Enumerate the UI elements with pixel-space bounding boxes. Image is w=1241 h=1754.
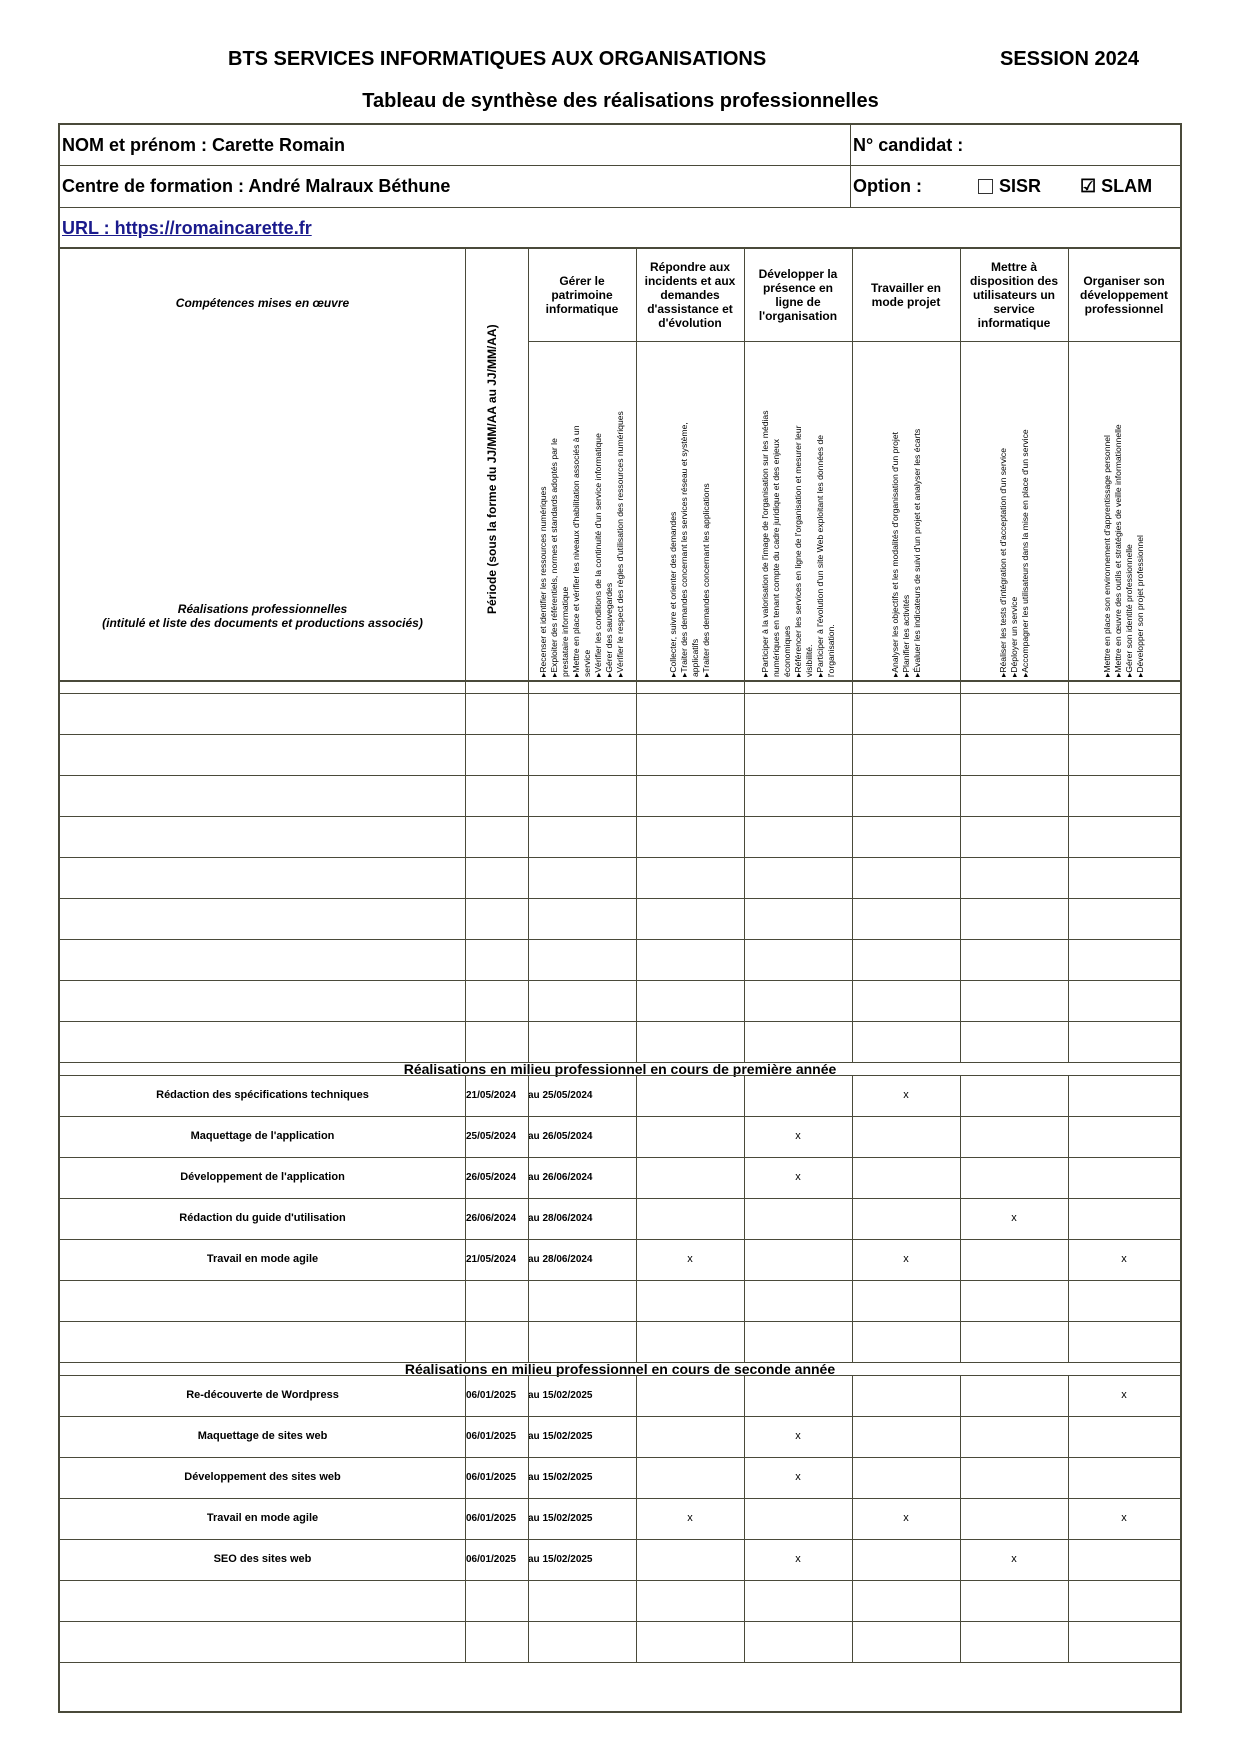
competence-items <box>538 411 626 677</box>
period-start: 06/01/2025 <box>466 1471 517 1483</box>
competence-item: ▸Accompagner les utilisateurs dans la mise en place d'un service <box>1019 429 1030 677</box>
competence-item: ▸Traiter des demandes concernant les services réseau et système, <box>679 422 689 677</box>
realisation-label: Travail en mode agile <box>206 1252 319 1265</box>
candidate-name: NOM et prénom : Carette Romain <box>62 135 346 155</box>
realisations-heading: Réalisations professionnelles (intitulé et liste des documents et productions associés) <box>102 602 423 630</box>
competence-item: ▸Collecter, suivre et orienter des demandes <box>668 511 678 677</box>
period-start: 25/05/2024 <box>466 1130 517 1142</box>
period-end: au 28/06/2024 <box>528 1212 593 1224</box>
competence-mark: x <box>903 1088 909 1101</box>
competence-items <box>668 422 712 677</box>
competence-item: visibilité. <box>803 644 814 677</box>
period-start: 06/01/2025 <box>466 1553 517 1565</box>
competence-mark: x <box>795 1170 801 1183</box>
competence-mark: x <box>1121 1388 1127 1401</box>
competence-heading: Répondre aux incidents et aux demandes d'assistance et d'évolution <box>644 260 736 330</box>
period-start: 06/01/2025 <box>466 1430 517 1442</box>
period-start: 06/01/2025 <box>466 1389 517 1401</box>
document-subtitle: Tableau de synthèse des réalisations professionnelles <box>362 90 879 112</box>
competence-item: ▸Analyser les objectifs et les modalités d'organisation d'un projet <box>889 431 900 677</box>
realisation-label: SEO des sites web <box>213 1552 312 1565</box>
option-label: Option : <box>853 176 922 196</box>
competence-item: ▸Participer à l'évolution d'un site Web exploitant les données de <box>814 434 825 677</box>
candidate-number-label: N° candidat : <box>853 135 964 155</box>
competence-item: ▸Évaluer les indicateurs de suivi d'un projet et analyser les écarts <box>911 428 922 677</box>
realisation-label: Rédaction des spécifications techniques <box>156 1088 369 1101</box>
realisation-label: Développement de l'application <box>180 1170 345 1183</box>
competence-items <box>890 429 923 677</box>
period-end: au 26/06/2024 <box>528 1171 593 1183</box>
competence-mark: x <box>795 1429 801 1442</box>
competence-mark: x <box>687 1511 693 1524</box>
competence-heading: Organiser son développement professionnel <box>1079 274 1169 316</box>
competences-heading: Compétences mises en œuvre <box>175 296 350 310</box>
competence-item: ▸Vérifier les conditions de la continuité d'un service informatique <box>593 433 603 677</box>
competence-item: ▸Participer à la valorisation de l'image de l'organisation sur les médias <box>759 410 770 677</box>
competence-item: ▸Déployer un service <box>1008 596 1019 677</box>
competence-heading: Développer la présence en ligne de l'organisation <box>758 267 838 323</box>
realisation-label: Maquettage de sites web <box>197 1429 328 1442</box>
document-title: BTS SERVICES INFORMATIQUES AUX ORGANISATIONS <box>228 48 767 70</box>
competence-mark: x <box>903 1511 909 1524</box>
period-start: 21/05/2024 <box>466 1089 517 1101</box>
period-end: au 15/02/2025 <box>528 1553 593 1565</box>
competence-item: numériques en tenant compte du cadre juridique et des enjeux <box>770 439 781 677</box>
synthesis-table <box>58 123 1182 1713</box>
period-start: 06/01/2025 <box>466 1512 517 1524</box>
competence-item: ▸Vérifier le respect des règles d'utilisation des ressources numériques <box>615 411 625 677</box>
competence-heading: Travailler en mode projet <box>870 281 942 309</box>
period-start: 26/05/2024 <box>466 1171 517 1183</box>
competence-items <box>760 411 837 678</box>
realisation-label: Maquettage de l'application <box>190 1129 335 1142</box>
period-end: au 15/02/2025 <box>528 1512 593 1524</box>
period-end: au 15/02/2025 <box>528 1471 593 1483</box>
competence-item: ▸Référencer les services en ligne de l'organisation et mesurer leur <box>792 425 803 677</box>
period-end: au 15/02/2025 <box>528 1430 593 1442</box>
realisation-label: Travail en mode agile <box>206 1511 319 1524</box>
competence-item: l'organisation. <box>825 624 836 677</box>
competence-items <box>998 429 1031 677</box>
competence-item: ▸Recenser et identifier les ressources numériques <box>538 486 548 677</box>
competence-mark: x <box>1011 1211 1017 1224</box>
table-header <box>60 249 1180 680</box>
period-end: au 15/02/2025 <box>528 1389 593 1401</box>
realisation-label: Développement des sites web <box>184 1470 341 1483</box>
competence-heading: Gérer le patrimoine informatique <box>545 274 619 316</box>
competence-item: ▸Mettre en place son environnement d'apprentissage personnel <box>1102 435 1112 677</box>
period-heading: Période (sous la forme du JJ/MM/AA au JJ/MM/AA) <box>485 324 499 614</box>
competence-item: ▸Planifier les activités <box>900 594 911 677</box>
option-slam[interactable]: ☑ SLAM <box>1080 176 1153 196</box>
period-end: au 25/05/2024 <box>528 1089 593 1101</box>
section-title: Réalisations en milieu professionnel en cours de seconde année <box>404 1361 836 1377</box>
competence-items <box>1102 424 1146 677</box>
training-centre: Centre de formation : André Malraux Béthune <box>62 176 451 196</box>
period-end: au 28/06/2024 <box>528 1253 593 1265</box>
checkbox-unchecked-icon <box>978 179 993 194</box>
period-start: 26/06/2024 <box>466 1212 517 1224</box>
competence-item: service <box>582 649 592 677</box>
competence-item: ▸Mettre en œuvre des outils et stratégies de veille informationnelle <box>1113 424 1123 677</box>
competence-mark: x <box>795 1129 801 1142</box>
competence-item: ▸Mettre en place et vérifier les niveaux d'habilitation associés à un <box>571 425 581 677</box>
period-start: 21/05/2024 <box>466 1253 517 1265</box>
portfolio-link[interactable]: URL : https://romaincarette.fr <box>62 218 312 238</box>
realisation-label: Re-découverte de Wordpress <box>186 1388 339 1401</box>
option-sisr[interactable]: SISR <box>978 176 1041 197</box>
competence-mark: x <box>687 1252 693 1265</box>
competence-item: ▸Gérer des sauvegardes <box>604 582 614 677</box>
competence-mark: x <box>1121 1511 1127 1524</box>
competence-item: ▸Réaliser les tests d'intégration et d'acceptation d'un service <box>997 448 1008 677</box>
section-title: Réalisations en milieu professionnel en cours de première année <box>403 1061 837 1077</box>
competence-item: applicatifs <box>690 638 700 677</box>
competence-mark: x <box>1011 1552 1017 1565</box>
competence-item: ▸Traiter des demandes concernant les applications <box>701 483 711 677</box>
period-end: au 26/05/2024 <box>528 1130 593 1142</box>
competence-item: prestataire informatique <box>560 586 570 677</box>
competence-mark: x <box>1121 1252 1127 1265</box>
realisation-label: Rédaction du guide d'utilisation <box>179 1211 346 1224</box>
competence-item: ▸Développer son projet professionnel <box>1135 535 1145 677</box>
competence-item: ▸Exploiter des référentiels, normes et standards adoptés par le <box>549 438 559 677</box>
competence-item: économiques <box>781 625 792 677</box>
competence-item: ▸Gérer son identité professionnelle <box>1124 544 1134 677</box>
competence-mark: x <box>903 1252 909 1265</box>
session-label: SESSION 2024 <box>1000 48 1139 70</box>
competence-heading: Mettre à disposition des utilisateurs un service informatique <box>969 260 1058 330</box>
competence-mark: x <box>795 1552 801 1565</box>
competence-mark: x <box>795 1470 801 1483</box>
